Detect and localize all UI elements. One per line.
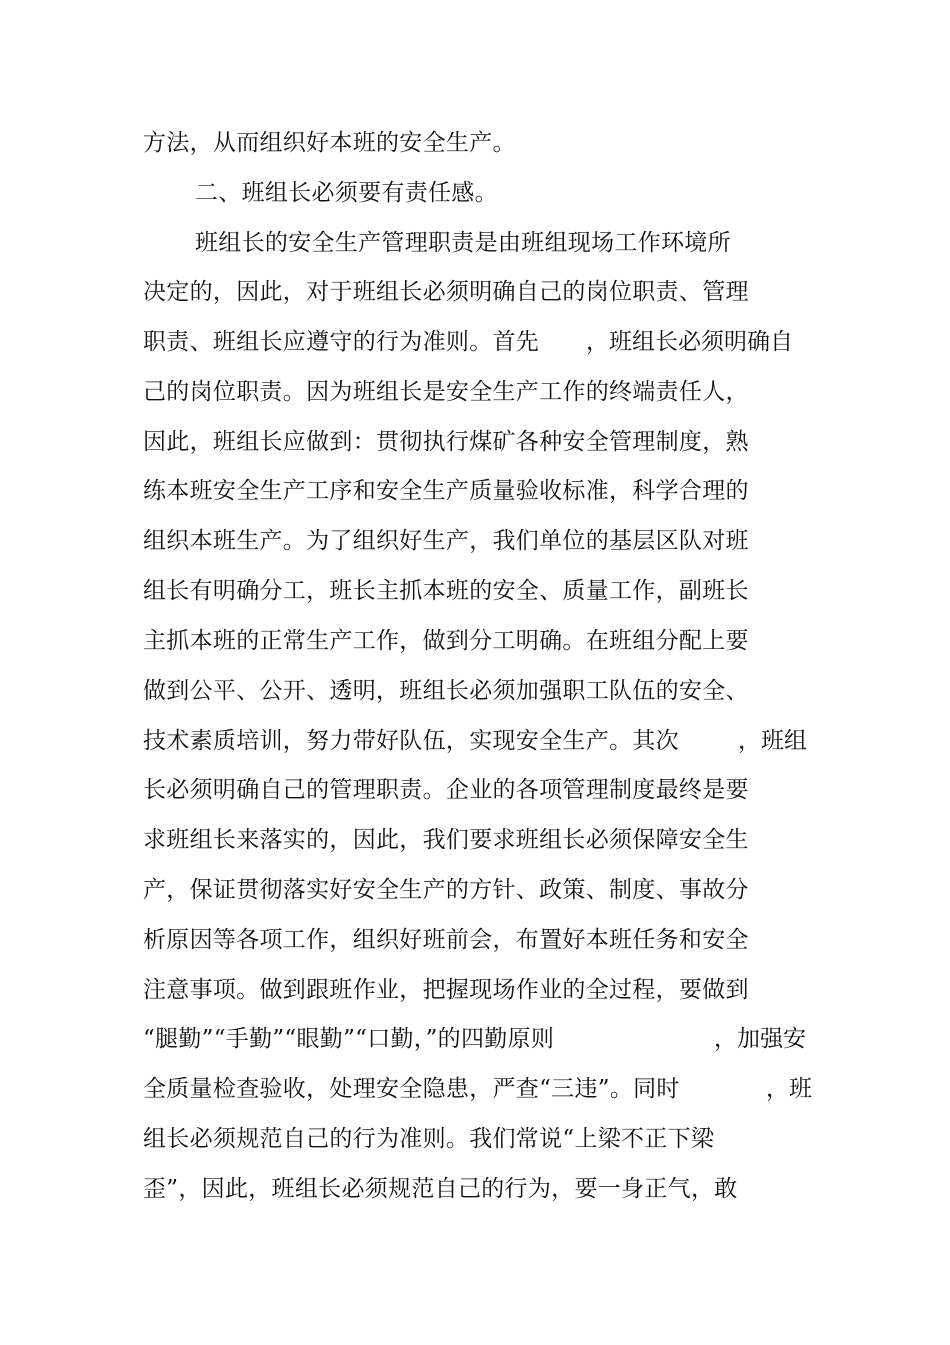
paragraph-line-tail: ，班组长必须明确自 <box>586 329 793 355</box>
paragraph-line: 技术素质培训，努力带好队伍，实现安全生产。其次 <box>143 728 679 754</box>
paragraph-line: 产，保证贯彻落实好安全生产的方针、政策、制度、事故分 <box>143 877 749 903</box>
paragraph-line: 求班组长来落实的，因此，我们要求班组长必须保障安全生 <box>143 827 749 853</box>
paragraph-line: 全质量检查验收，处理安全隐患，严查“三违”。同时 <box>143 1076 680 1102</box>
paragraph-line: 因此，班组长应做到：贯彻执行煤矿各种安全管理制度，熟 <box>143 429 749 455</box>
paragraph-line: 注意事项。做到跟班作业，把握现场作业的全过程，要做到 <box>143 977 749 1003</box>
section-heading: 二、班组长必须要有责任感。 <box>195 180 498 206</box>
paragraph-line: 做到公平、公开、透明，班组长必须加强职工队伍的安全、 <box>143 678 749 704</box>
paragraph-line: 析原因等各项工作，组织好班前会，布置好本班任务和安全 <box>143 927 749 953</box>
paragraph-line: 班组长的安全生产管理职责是由班组现场工作环境所 <box>195 230 731 256</box>
paragraph-line: 主抓本班的正常生产工作，做到分工明确。在班组分配上要 <box>143 628 749 654</box>
paragraph-line: 决定的，因此，对于班组长必须明确自己的岗位职责、管理 <box>143 279 749 305</box>
paragraph-line: 己的岗位职责。因为班组长是安全生产工作的终端责任人， <box>143 379 749 405</box>
paragraph-line: 职责、班组长应遵守的行为准则。首先 <box>143 329 540 355</box>
paragraph-line: 组织本班生产。为了组织好生产，我们单位的基层区队对班 <box>143 528 749 554</box>
paragraph-line: “腿勤”“手勤”“眼勤”“口勤，”的四勤原则 <box>143 1026 555 1052</box>
paragraph-line: 方法，从而组织好本班的安全生产。 <box>143 130 516 156</box>
paragraph-line: 长必须明确自己的管理职责。企业的各项管理制度最终是要 <box>143 777 749 803</box>
paragraph-line-tail: ，班 <box>766 1076 812 1102</box>
paragraph-line: 歪”，因此，班组长必须规范自己的行为，要一身正气，敢 <box>143 1176 738 1202</box>
paragraph-line: 组长必须规范自己的行为准则。我们常说“上梁不正下梁 <box>143 1126 715 1152</box>
paragraph-line-tail: ，加强安 <box>714 1026 806 1052</box>
paragraph-line: 组长有明确分工，班长主抓本班的安全、质量工作，副班长 <box>143 578 749 604</box>
paragraph-line: 练本班安全生产工序和安全生产质量验收标准，科学合理的 <box>143 478 749 504</box>
paragraph-line-tail: ，班组 <box>738 728 807 754</box>
